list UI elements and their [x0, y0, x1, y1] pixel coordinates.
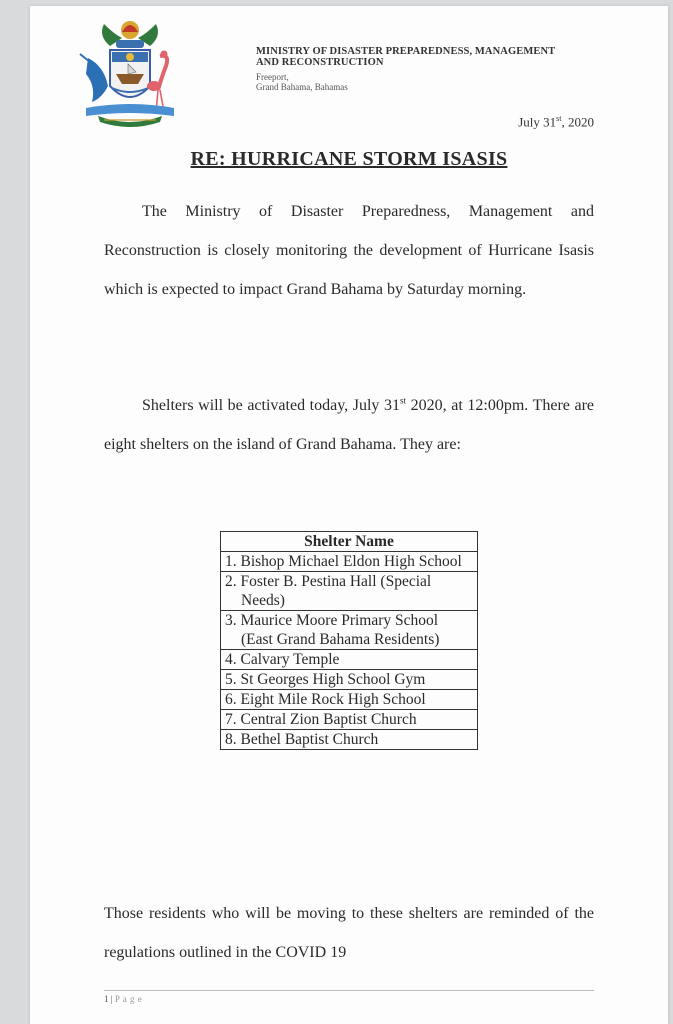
- coat-of-arms-emblem: [74, 16, 186, 131]
- table-cell: 6. Eight Mile Rock High School: [221, 690, 478, 710]
- date-year: , 2020: [561, 114, 594, 130]
- paragraph-shelters-part2: 2020, at 12:00pm. There are eight shelters on the island of Grand Bahama. They are:: [104, 397, 594, 453]
- table-row: [221, 552, 478, 572]
- table-cell: 4. Calvary Temple: [221, 650, 478, 670]
- table-cell: 7. Central Zion Baptist Church: [221, 710, 478, 730]
- table-row: [221, 670, 478, 690]
- address-line1: Freeport,: [256, 72, 289, 82]
- letter-page: [30, 6, 668, 1024]
- table-cell: 5. St Georges High School Gym: [221, 670, 478, 690]
- table-row: [221, 572, 478, 611]
- table-cell: 3. Maurice Moore Primary School (East Grand Bahama Residents): [221, 611, 478, 650]
- paragraph-shelters-sup: st: [400, 395, 407, 406]
- page-number-value: 1: [104, 994, 109, 1004]
- paragraph-intro: [104, 192, 594, 309]
- footer-divider: [104, 990, 594, 991]
- table-header: Shelter Name: [221, 532, 478, 552]
- ministry-name: [256, 46, 616, 68]
- table-row: [221, 611, 478, 650]
- table-row: [221, 650, 478, 670]
- date-suffix: st: [556, 114, 562, 123]
- shelter-table: [220, 531, 478, 750]
- letter-date: [518, 114, 594, 130]
- subject-heading: RE: HURRICANE STORM ISASIS: [190, 148, 508, 170]
- table-cell: 2. Foster B. Pestina Hall (Special Needs): [221, 572, 478, 611]
- page-label: P a g e: [114, 994, 143, 1004]
- table-row: [221, 710, 478, 730]
- table-cell: 1. Bishop Michael Eldon High School: [221, 552, 478, 572]
- paragraph-intro-text: The Ministry of Disaster Preparedness, Management and Reconstruction is closely monitoring the development of Hurricane Isasis which is expected to impact Grand Bahama by Saturday morning.: [104, 203, 594, 298]
- page-number: 1 | P a g e: [104, 994, 143, 1004]
- ministry-name-line2: AND RECONSTRUCTION: [256, 57, 384, 68]
- paragraph-regulations: Those residents who will be moving to these shelters are reminded of the regulations outlined in the COVID 19: [104, 905, 594, 961]
- table-row: [221, 690, 478, 710]
- date-prefix: July 31: [518, 114, 557, 130]
- paragraph-shelters: [104, 386, 594, 464]
- ministry-name-line1: MINISTRY OF DISASTER PREPAREDNESS, MANAGEMENT: [256, 46, 556, 57]
- ministry-address: [256, 72, 348, 92]
- paragraph-shelters-part1: Shelters will be activated today, July 31: [142, 397, 401, 414]
- address-line2: Grand Bahama, Bahamas: [256, 82, 348, 92]
- table-row: [221, 730, 478, 750]
- table-cell: 8. Bethel Baptist Church: [221, 730, 478, 750]
- table-header-row: [221, 532, 478, 552]
